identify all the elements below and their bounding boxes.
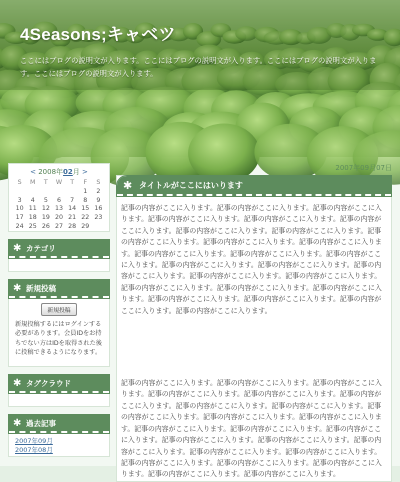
asterisk-icon: ✱ (13, 280, 21, 298)
calendar-widget (8, 163, 110, 232)
calendar-day[interactable]: 10 (13, 205, 26, 214)
calendar-month-suffix: 月 (73, 168, 80, 176)
tag-cloud-widget-title (9, 375, 109, 393)
calendar-day[interactable]: 11 (26, 205, 39, 214)
entry-body (117, 196, 391, 481)
calendar-day[interactable]: 29 (79, 223, 92, 232)
calendar-day[interactable]: 16 (92, 205, 105, 214)
category-widget-title (9, 240, 109, 258)
calendar-day[interactable]: 12 (39, 205, 52, 214)
calendar-year: 2008年 (38, 168, 63, 176)
calendar-day[interactable]: 9 (92, 197, 105, 206)
asterisk-icon: ✱ (13, 415, 21, 433)
blog-entry (116, 175, 392, 482)
archives-list (9, 433, 109, 456)
calendar-day[interactable]: 7 (66, 197, 79, 206)
calendar-day[interactable]: 20 (52, 214, 65, 223)
sidebar (8, 163, 110, 466)
asterisk-icon: ✱ (13, 375, 21, 393)
entry-title-bar (117, 176, 391, 196)
calendar-day (66, 188, 79, 197)
calendar-day[interactable]: 25 (26, 223, 39, 232)
calendar-day[interactable]: 21 (66, 214, 79, 223)
new-post-title-text: 新規投稿 (26, 284, 56, 293)
calendar-weekday-row (13, 179, 105, 188)
calendar-day[interactable]: 22 (79, 214, 92, 223)
post-date: 2007年09月07日 (116, 163, 392, 175)
archives-widget-title (9, 415, 109, 433)
new-post-notice: 新規投稿するにはログインする必要があります。会員IDをお持ちでない方はIDを取得された後に投稿できるようになります。 (15, 320, 103, 358)
calendar-week-row (13, 205, 105, 214)
entry-title[interactable]: タイトルがここにはいります (139, 181, 243, 190)
calendar-day[interactable]: 14 (66, 205, 79, 214)
site-title[interactable]: 4Seasons;キャベツ (20, 20, 176, 45)
calendar-weekday: S (92, 179, 105, 188)
calendar-day[interactable]: 3 (13, 197, 26, 206)
calendar-day[interactable]: 17 (13, 214, 26, 223)
new-post-button[interactable]: 新規投稿 (41, 303, 76, 316)
calendar-week-row (13, 214, 105, 223)
tag-cloud-widget-body (9, 393, 109, 406)
archive-link[interactable]: 2007年09月 (15, 437, 103, 447)
calendar-day[interactable]: 27 (52, 223, 65, 232)
calendar-month-link[interactable]: 02 (63, 168, 73, 176)
calendar-week-row (13, 197, 105, 206)
calendar-next-link[interactable]: > (82, 168, 88, 176)
calendar-header (13, 167, 105, 177)
new-post-widget (8, 279, 110, 367)
calendar-week-row (13, 223, 105, 232)
calendar-weekday: T (66, 179, 79, 188)
calendar-day (13, 188, 26, 197)
calendar-day[interactable]: 23 (92, 214, 105, 223)
calendar-day[interactable]: 26 (39, 223, 52, 232)
calendar-day[interactable]: 5 (39, 197, 52, 206)
entry-paragraph: 記事の内容がここに入ります。記事の内容がここに入ります。記事の内容がここに入ります。記事の内容がここに入ります。記事の内容がここに入ります。記事の内容がここに入ります。記事の内容がここに入ります。記事の内容がここに入ります。記事の内容がここに入ります。記事の内容がここに入ります。記事の内容がここに入ります。記事の内容がここに入ります。記事の内容がここに入ります。記事の内容がここに入ります。記事の内容がここに入ります。記事の内容がここに入ります。記事の内容がここに入ります。記事の内容がここに入ります。記事の内容がここに入ります。記事の内容がここに入ります。記事の内容がここに入ります。記事の内容がここに入ります。記事の内容がここに入ります。記事の内容がここに入ります。記事の内容がここに入ります。記事の内容がここに入ります。 (121, 203, 387, 317)
calendar-day[interactable]: 18 (26, 214, 39, 223)
asterisk-icon: ✱ (123, 176, 132, 196)
calendar-day[interactable]: 19 (39, 214, 52, 223)
archives-widget (8, 414, 110, 457)
tag-cloud-title-text: タグクラウド (26, 379, 71, 388)
calendar-grid (13, 179, 105, 232)
calendar-weekday: M (26, 179, 39, 188)
category-widget-body (9, 258, 109, 271)
tag-cloud-widget (8, 374, 110, 407)
calendar-prev-link[interactable]: < (30, 168, 36, 176)
new-post-widget-title (9, 280, 109, 298)
calendar-weekday: W (52, 179, 65, 188)
calendar-weekday: T (39, 179, 52, 188)
calendar-day[interactable]: 2 (92, 188, 105, 197)
calendar-day (92, 223, 105, 232)
calendar-day (26, 188, 39, 197)
new-post-widget-body (9, 298, 109, 366)
asterisk-icon: ✱ (13, 240, 21, 258)
site-description: ここにはブログの説明文が入ります。ここにはブログの説明文が入ります。ここにはブログの説明文が入ります。ここにはブログの説明文が入ります。 (20, 54, 386, 80)
calendar-day[interactable]: 13 (52, 205, 65, 214)
calendar-day[interactable]: 15 (79, 205, 92, 214)
category-widget (8, 239, 110, 272)
calendar-day[interactable]: 24 (13, 223, 26, 232)
calendar-weekday: F (79, 179, 92, 188)
entry-paragraph: 記事の内容がここに入ります。記事の内容がここに入ります。記事の内容がここに入ります。記事の内容がここに入ります。記事の内容がここに入ります。記事の内容がここに入ります。記事の内容がここに入ります。記事の内容がここに入ります。記事の内容がここに入ります。記事の内容がここに入ります。記事の内容がここに入ります。記事の内容がここに入ります。記事の内容がここに入ります。記事の内容がここに入ります。記事の内容がここに入ります。記事の内容がここに入ります。記事の内容がここに入ります。記事の内容がここに入ります。記事の内容がここに入ります。記事の内容がここに入ります。記事の内容がここに入ります。記事の内容がここに入ります。記事の内容がここに入ります。記事の内容がここに入ります。 (121, 378, 387, 481)
calendar-day[interactable]: 6 (52, 197, 65, 206)
main-content (116, 163, 392, 466)
archives-title-text: 過去記事 (26, 419, 56, 428)
calendar-week-row (13, 188, 105, 197)
calendar-weekday: S (13, 179, 26, 188)
header-banner (0, 0, 400, 157)
calendar-day (52, 188, 65, 197)
calendar-day (39, 188, 52, 197)
calendar-day[interactable]: 8 (79, 197, 92, 206)
calendar-day[interactable]: 28 (66, 223, 79, 232)
category-title-text: カテゴリ (26, 244, 56, 253)
archive-link[interactable]: 2007年08月 (15, 446, 103, 456)
calendar-day[interactable]: 4 (26, 197, 39, 206)
calendar-day[interactable]: 1 (79, 188, 92, 197)
